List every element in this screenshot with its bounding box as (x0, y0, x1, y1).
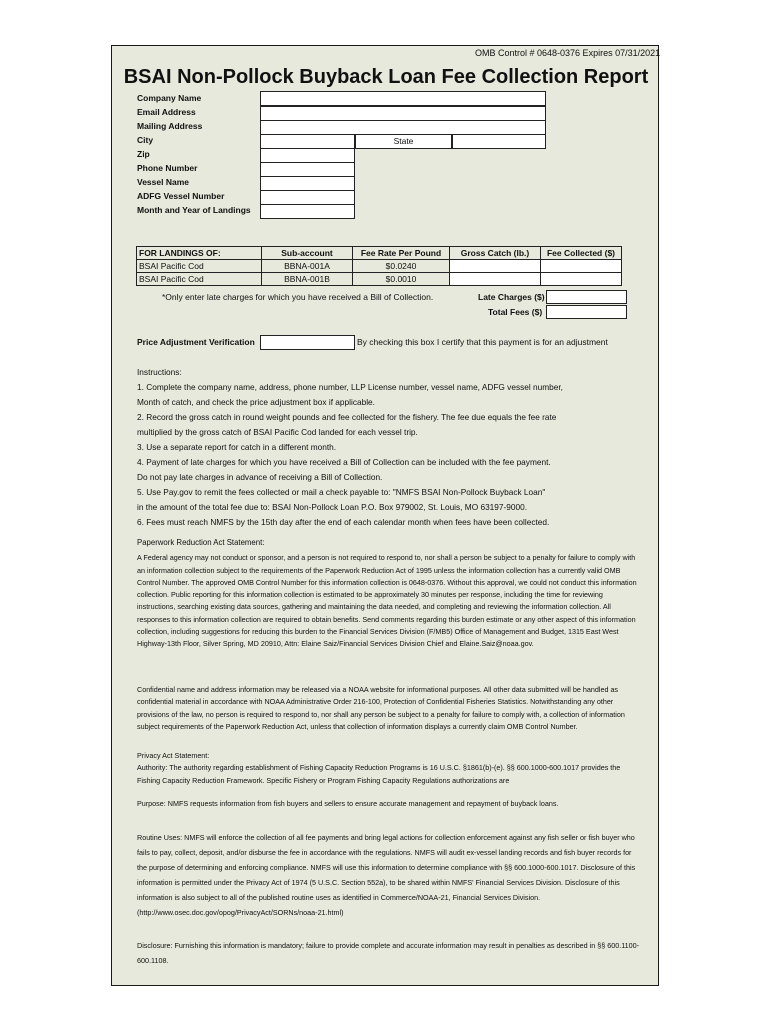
city-label: City (137, 135, 154, 145)
gross-catch-input[interactable] (450, 273, 541, 286)
state-field[interactable] (452, 134, 546, 149)
mailing-address-label: Mailing Address (137, 121, 203, 131)
instruction-line: 2. Record the gross catch in round weight pounds and fee collected for the fishery. The fee due equals the fee rate (137, 412, 557, 422)
instruction-line: Month of catch, and check the price adjustment box if applicable. (137, 397, 375, 407)
instruction-line: 1. Complete the company name, address, phone number, LLP License number, vessel name, ADFG vessel number, (137, 382, 563, 392)
phone-label: Phone Number (137, 163, 198, 173)
late-charges-label: Late Charges ($) (478, 292, 545, 302)
privacy-disclosure: Disclosure: Furnishing this information is mandatory; failure to provide complete and accurate information may result in penalties as described in §§ 600.1100-600.1108. (137, 941, 640, 965)
late-charges-field[interactable] (546, 290, 627, 304)
instruction-line: 4. Payment of late charges for which you have received a Bill of Collection can be included with the fee payment. (137, 457, 551, 467)
subaccount-cell: BBNA-001B (262, 273, 353, 286)
confidential-paragraph (137, 684, 642, 733)
col-fee-rate: Fee Rate Per Pound (353, 247, 450, 260)
landing-cell: BSAI Pacific Cod (137, 260, 262, 273)
instructions-heading: Instructions: (137, 367, 182, 377)
email-field[interactable] (260, 106, 546, 121)
vessel-name-label: Vessel Name (137, 177, 189, 187)
instruction-line: in the amount of the total fee due to: BSAI Non-Pollock Loan P.O. Box 979002, St. Louis, MO 63197-9000. (137, 502, 528, 512)
instruction-line: 3. Use a separate report for catch in a different month. (137, 442, 337, 452)
instruction-line: 5. Use Pay.gov to remit the fees collected or mail a check payable to: "NMFS BSAI Non-Pollock Buyback Loan" (137, 487, 546, 497)
privacy-heading: Privacy Act Statement: (137, 751, 210, 760)
adfg-label: ADFG Vessel Number (137, 191, 225, 201)
city-field[interactable] (260, 134, 355, 149)
company-name-field[interactable] (260, 91, 546, 106)
fee-collected-input[interactable] (541, 273, 622, 286)
mailing-address-field[interactable] (260, 120, 546, 135)
vessel-name-field[interactable] (260, 176, 355, 191)
zip-label: Zip (137, 149, 150, 159)
fees-table-header (137, 247, 622, 260)
col-fee-collected: Fee Collected ($) (541, 247, 622, 260)
confidential-body: Confidential name and address information may be released via a NOAA website for informational purposes. All other data submitted will be handled as confidential material in accordance with NOAA Administrative Order 216-100, Protection of Confidential Fisheries Statistics. Notwithstanding any other provisions of the law, no person is required to respond to, nor shall any person be subject to a penalty for failure to comply with, a collection of information subject requirements of the Paperwork Reduction Act, unless that collection of information displays a currently claim OMB Control Number. (137, 685, 625, 731)
fee-rate-cell: $0.0010 (353, 273, 450, 286)
price-adjustment-label: Price Adjustment Verification (137, 337, 255, 347)
company-name-label: Company Name (137, 93, 202, 103)
privacy-section (137, 750, 642, 787)
total-fees-field[interactable] (546, 305, 627, 319)
price-adjustment-text: By checking this box I certify that this payment is for an adjustment (357, 337, 608, 347)
month-year-field[interactable] (260, 204, 355, 219)
total-fees-label: Total Fees ($) (488, 307, 543, 317)
form-sheet (111, 45, 659, 986)
month-year-label: Month and Year of Landings (137, 205, 251, 215)
instructions-list (137, 380, 563, 530)
instruction-line: 6. Fees must reach NMFS by the 15th day after the end of each calendar month when fees have been collected. (137, 517, 550, 527)
late-charges-note: *Only enter late charges for which you have received a Bill of Collection. (162, 292, 434, 302)
fee-rate-cell: $0.0240 (353, 260, 450, 273)
table-row (137, 260, 622, 273)
fees-table (136, 246, 622, 286)
omb-control-number: OMB Control # 0648-0376 Expires 07/31/2021 (475, 48, 661, 58)
fee-collected-input[interactable] (541, 260, 622, 273)
paperwork-section (137, 537, 642, 651)
subaccount-cell: BBNA-001A (262, 260, 353, 273)
paperwork-heading: Paperwork Reduction Act Statement: (137, 538, 265, 547)
price-adjustment-checkbox[interactable] (260, 335, 355, 350)
instruction-line: Do not pay late charges in advance of receiving a Bill of Collection. (137, 472, 383, 482)
paperwork-body: A Federal agency may not conduct or sponsor, and a person is not required to respond to, nor shall a person be subject to a penalty for failure to comply with an information collection subject to the requirements of the Paperwork Reduction Act of 1995 unless the information collection has a currently valid OMB Control Number. The approved OMB Control Number for this information collection is 0648-0376. Without this approval, we could not conduct this information collection. Public reporting for this information collection is estimated to be approximately 30 minutes per response, including the time for reviewing instructions, searching existing data sources, gathering and maintaining the data needed, and completing and reviewing the information collection. All responses to this information collection are required to obtain benefits. Send comments regarding this burden estimate or any other aspect of this information collection, including suggestions for reducing this burden to the Financial Services Division (F/MB5) Office of Management and Budget, 1315 East West Highway-13th Floor, Silver Spring, MD 20910, Attn: Elaine Saiz/Financial Services Division Chief and Elaine.Saiz@noaa.gov. (137, 553, 637, 649)
privacy-purpose: Purpose: NMFS requests information from fish buyers and sellers to ensure accurate management and repayment of buyback loans. (137, 799, 559, 808)
email-label: Email Address (137, 107, 196, 117)
instruction-line: multiplied by the gross catch of BSAI Pacific Cod landed for each vessel trip. (137, 427, 418, 437)
gross-catch-input[interactable] (450, 260, 541, 273)
table-row (137, 273, 622, 286)
privacy-routine-uses: Routine Uses: NMFS will enforce the collection of all fee payments and bring legal actions for collection enforcement against any fish seller or fish buyer who fails to pay, collect, deposit, and/or disburse the fee in accordance with the regulations. NMFS will audit ex-vessel landing records and fish buyer records for the purpose of determining and enforcing compliance. NMFS will use this information to determine compliance with §§ 600.1000-600.1017. Disclosure of this information is permitted under the Privacy Act of 1974 (5 U.S.C. Section 552a), to be shared within NMFS' Financial Services Division. Disclosure of this information is also subject to all of the published routine uses as identified in Commerce/NOAA-21, Financial Services Division. (http://www.osec.doc.gov/opog/PrivacyAct/SORNs/noaa-21.html) (137, 833, 636, 917)
col-landings: FOR LANDINGS OF: (137, 247, 262, 260)
page-title: BSAI Non-Pollock Buyback Loan Fee Collection Report (123, 66, 649, 88)
adfg-field[interactable] (260, 190, 355, 205)
col-gross-catch: Gross Catch (lb.) (450, 247, 541, 260)
state-label: State (355, 134, 452, 149)
col-subaccount: Sub-account (262, 247, 353, 260)
landing-cell: BSAI Pacific Cod (137, 273, 262, 286)
phone-field[interactable] (260, 162, 355, 177)
zip-field[interactable] (260, 148, 355, 163)
privacy-authority: Authority: The authority regarding establishment of Fishing Capacity Reduction Programs is 16 U.S.C. §1861(b)-(e). §§ 600.1000-600.1017 provides the Fishing Capacity Reduction Framework. Specific Fishery or Program Fishing Capacity Regulations authorizations are (137, 763, 621, 785)
